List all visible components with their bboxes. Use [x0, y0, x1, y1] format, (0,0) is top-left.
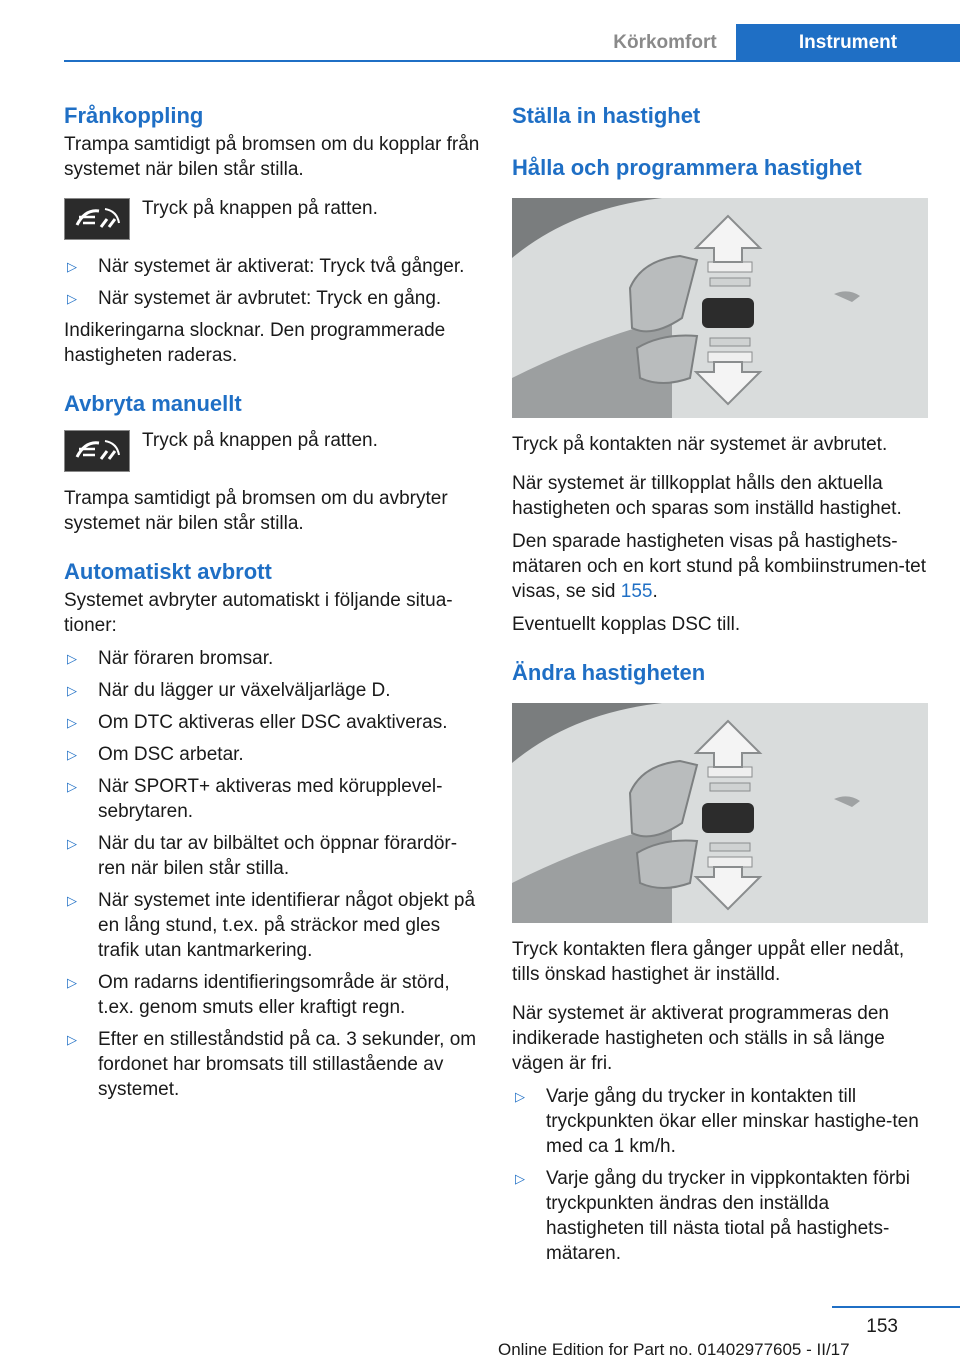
triangle-bullet-icon: ▷: [67, 651, 77, 666]
list-item: ▷ Om DSC arbetar.: [64, 742, 482, 767]
subsection-title-andra-hastigheten: Ändra hastigheten: [512, 660, 706, 685]
list-item: ▷ När SPORT+ aktiveras med körupplevel-sebrytaren.: [64, 774, 482, 824]
triangle-bullet-icon: ▷: [67, 683, 77, 698]
steering-wheel-switch-photo: [512, 198, 928, 418]
list-item: ▷ Om DTC aktiveras eller DSC avaktiveras.: [64, 710, 482, 735]
paragraph: Den sparade hastigheten visas på hastighets-mätaren och en kort stund på kombiinstrumen-tet visas, se sid 155.: [512, 531, 926, 602]
paragraph: När systemet är aktiverat programmeras den indikerade hastigheten och ställs in så länge vägen är fri.: [512, 1003, 889, 1074]
section-title-frankoppling: Frånkoppling: [64, 103, 204, 128]
triangle-bullet-icon: ▷: [67, 893, 77, 908]
triangle-bullet-icon: ▷: [67, 1032, 77, 1047]
bullet-list: [64, 254, 482, 311]
section-title-avbryta-manuellt: Avbryta manuellt: [64, 391, 242, 416]
list-item: ▷ När systemet inte identifierar något objekt på en lång stund, t.ex. på sträckor med gles trafik utan kantmarkering.: [64, 888, 482, 963]
icon-instruction: [64, 428, 482, 472]
steering-wheel-switch-photo: [512, 703, 928, 923]
list-item: ▷ När du tar av bilbältet och öppnar förardör-ren när bilen står stilla.: [64, 831, 482, 881]
triangle-bullet-icon: ▷: [67, 747, 77, 762]
paragraph: Tryck kontakten flera gånger uppåt eller nedåt, tills önskad hastighet är inställd.: [512, 939, 905, 985]
left-column: [64, 100, 482, 1109]
edition-footer: Online Edition for Part no. 01402977605 - II/17: [498, 1340, 850, 1359]
paragraph: Trampa samtidigt på bromsen om du avbryter systemet när bilen står stilla.: [64, 488, 448, 534]
triangle-bullet-icon: ▷: [515, 1089, 525, 1104]
tab-korkomfort[interactable]: Körkomfort: [613, 32, 717, 53]
triangle-bullet-icon: ▷: [67, 291, 77, 306]
paragraph: Trampa samtidigt på bromsen om du kopplar från systemet när bilen står stilla.: [64, 134, 480, 180]
list-item: ▷ Varje gång du trycker in kontakten till tryckpunkten ökar eller minskar hastighe-ten med ca 1 km/h.: [512, 1084, 930, 1159]
list-item: ▷ Efter en stilleståndstid på ca. 3 sekunder, om fordonet har bromsats till stillastående av systemet.: [64, 1027, 482, 1102]
header-rule: [64, 60, 960, 62]
list-item: ▷ När systemet är avbrutet: Tryck en gång.: [64, 286, 482, 311]
icon-caption: Tryck på knappen på ratten.: [142, 430, 378, 451]
icon-instruction: [64, 196, 482, 240]
footer-rule: [832, 1306, 960, 1308]
paragraph: Tryck på kontakten när systemet är avbrutet.: [512, 434, 888, 455]
list-item: ▷ När systemet är aktiverat: Tryck två gånger.: [64, 254, 482, 279]
right-column: [512, 100, 930, 1273]
triangle-bullet-icon: ▷: [67, 259, 77, 274]
cruise-control-button-icon: [64, 430, 130, 472]
triangle-bullet-icon: ▷: [67, 975, 77, 990]
paragraph: Systemet avbryter automatiskt i följande situa-tioner:: [64, 590, 453, 636]
paragraph: Eventuellt kopplas DSC till.: [512, 614, 741, 635]
triangle-bullet-icon: ▷: [67, 715, 77, 730]
subsection-title-halla-och-programmera: Hålla och programmera hastighet: [512, 155, 862, 180]
triangle-bullet-icon: ▷: [67, 836, 77, 851]
triangle-bullet-icon: ▷: [67, 779, 77, 794]
bullet-list: [512, 1084, 930, 1266]
paragraph: Indikeringarna slocknar. Den programmerade hastigheten raderas.: [64, 320, 446, 366]
list-item: ▷ När du lägger ur växelväljarläge D.: [64, 678, 482, 703]
triangle-bullet-icon: ▷: [515, 1171, 525, 1186]
bullet-list: [64, 646, 482, 1102]
section-title-stalla-in-hastighet: Ställa in hastighet: [512, 103, 701, 128]
list-item: ▷ Varje gång du trycker in vippkontakten förbi tryckpunkten ändras den inställda hastigheten till nästa tiotal på hastighets-mätaren.: [512, 1166, 930, 1266]
list-item: ▷ När föraren bromsar.: [64, 646, 482, 671]
tab-instrument[interactable]: Instrument: [736, 24, 960, 62]
page-number: 153: [866, 1316, 898, 1337]
cruise-control-button-icon: [64, 198, 130, 240]
icon-caption: Tryck på knappen på ratten.: [142, 198, 378, 219]
section-title-automatiskt-avbrott: Automatiskt avbrott: [64, 559, 272, 584]
list-item: ▷ Om radarns identifieringsområde är störd, t.ex. genom smuts eller kraftigt regn.: [64, 970, 482, 1020]
paragraph: När systemet är tillkopplat hålls den aktuella hastigheten och sparas som inställd hastighet.: [512, 473, 902, 519]
page-reference-link[interactable]: 155: [620, 581, 653, 602]
